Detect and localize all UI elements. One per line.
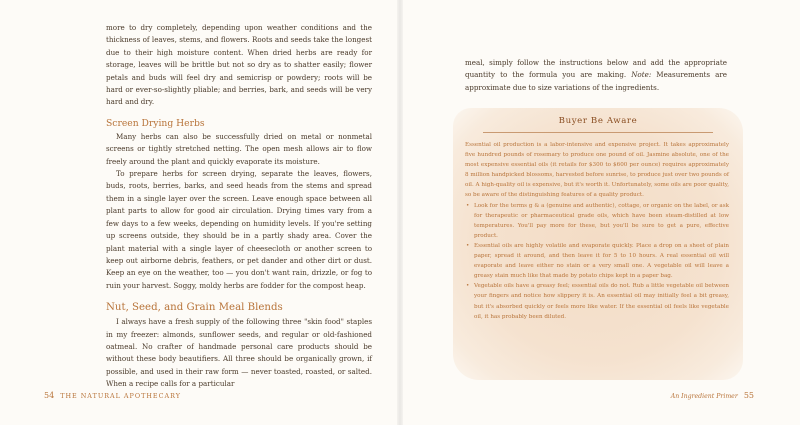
bullet-item: • Vegetable oils have a greasy feel; essential oils do not. Rub a little vegetable oil between your fingers and notice how slippery it is. An essential oil may initially feel a bit greasy, but it's absorbed quickly or feels more like water. If the essential oil feels like vegetable oil, it has probably been diluted. [465, 281, 729, 321]
body-paragraph: Many herbs can also be successfully dried on metal or nonmetal screens or tightly stretched netting. The open mesh allows air to flow freely around the plant and quickly evaporate its moisture. [106, 131, 372, 166]
sidebar-intro: Essential oil production is a labor-intensive and expensive project. It takes approximately five hundred pounds of rosemary to produce one pound of oil. Jasmine absolute, one of the most expensive essential oils (it retails for $300 to $600 per ounce) requires approximately 8 million handpicked blossoms, harvested before sunrise, to produce just over two pounds of oil. A high-quality oil is expensive, but it's worth it. Unfortunately, some oils are poor quality, so be aware of the distinguishing features of a quality product. [465, 142, 729, 199]
body-paragraph: more to dry completely, depending upon weather conditions and the thickness of leaves, stems, and flowers. Roots and seeds take the longest due to their high moisture content. When dried herbs are ready for storage, leaves will be brittle but not so dry as to shatter easily; flower petals and buds will feel dry and semicrisp or powdery; roots will be hard or ever-so-slightly pliable; and berries, bark, and seeds will be very hard and dry. [106, 23, 372, 107]
body-paragraph: To prepare herbs for screen drying, separate the leaves, flowers, buds, roots, berries, barks, and seed heads from the stems and spread them in a single layer over the screen. Leave enough space between all plant parts to allow for good air circulation. Drying times vary from a few days to a few weeks, depending on humidity levels. If you're setting up screens outside, they should be in a partly shady area. Cover the plant material with a single layer of cheesecloth or another screen to keep out airborne debris, feathers, or pet dander and other dirt or dust. Keep an eye on the weather, too — you don't want rain, drizzle, or fog to ruin your harvest. Soggy, moldy herbs are fodder for the compost heap. [106, 169, 372, 290]
sidebar-body [465, 140, 729, 322]
page-number: 55 [743, 391, 754, 400]
right-text-column [465, 57, 727, 94]
paragraph-text: meal, simply follow the instructions below and add the appropriate quantity to the formula you are making. [465, 58, 727, 80]
running-head: An Ingredient Primer [670, 393, 738, 400]
bullet-item: • Look for the terms g & a (genuine and authentic), cottage, or organic on the label, or ask for therapeutic or pharmaceutical grade oils, which have been steam-distilled at low temperatures. You'll pay more for these, but you'll be sure to get a pure, effective product. [465, 201, 729, 241]
left-text-column [106, 22, 372, 391]
page-number: 54 [44, 391, 55, 400]
bullet-item: • Essential oils are highly volatile and evaporate quickly. Place a drop on a sheet of plain paper, spread it around, and then leave it for 5 to 10 hours. A real essential oil will evaporate and leave either no stain or a very small one. A vegetable oil will leave a greasy stain much like that made by potato chips kept in a paper bag. [465, 241, 729, 281]
right-folio [671, 391, 754, 400]
right-page [400, 0, 800, 425]
sidebar-bullet-list [465, 201, 729, 322]
title-divider [483, 132, 713, 133]
running-head: THE NATURAL APOTHECARY [60, 392, 181, 400]
left-folio [44, 391, 181, 400]
body-paragraph [465, 57, 727, 94]
section-heading-screen-drying: Screen Drying Herbs [106, 117, 205, 129]
body-paragraph: I always have a fresh supply of the following three "skin food" staples in my freezer: almonds, sunflower seeds, and regular or old-fashioned oatmeal. No crafter of handmade personal care products should be without these body beautifiers. All three should be organically grown, if possible, and used in their raw form — never toasted, roasted, or salted. When a recipe calls for a particular [106, 317, 372, 389]
section-heading-meal-blends: Nut, Seed, and Grain Meal Blends [106, 302, 283, 314]
paragraph-text: Measurements are approximate due to size variations of the ingredients. [465, 70, 727, 92]
sidebar-title: Buyer Be Aware [558, 116, 638, 126]
note-label: Note: [631, 70, 652, 80]
buyer-be-aware-sidebar [453, 108, 743, 380]
